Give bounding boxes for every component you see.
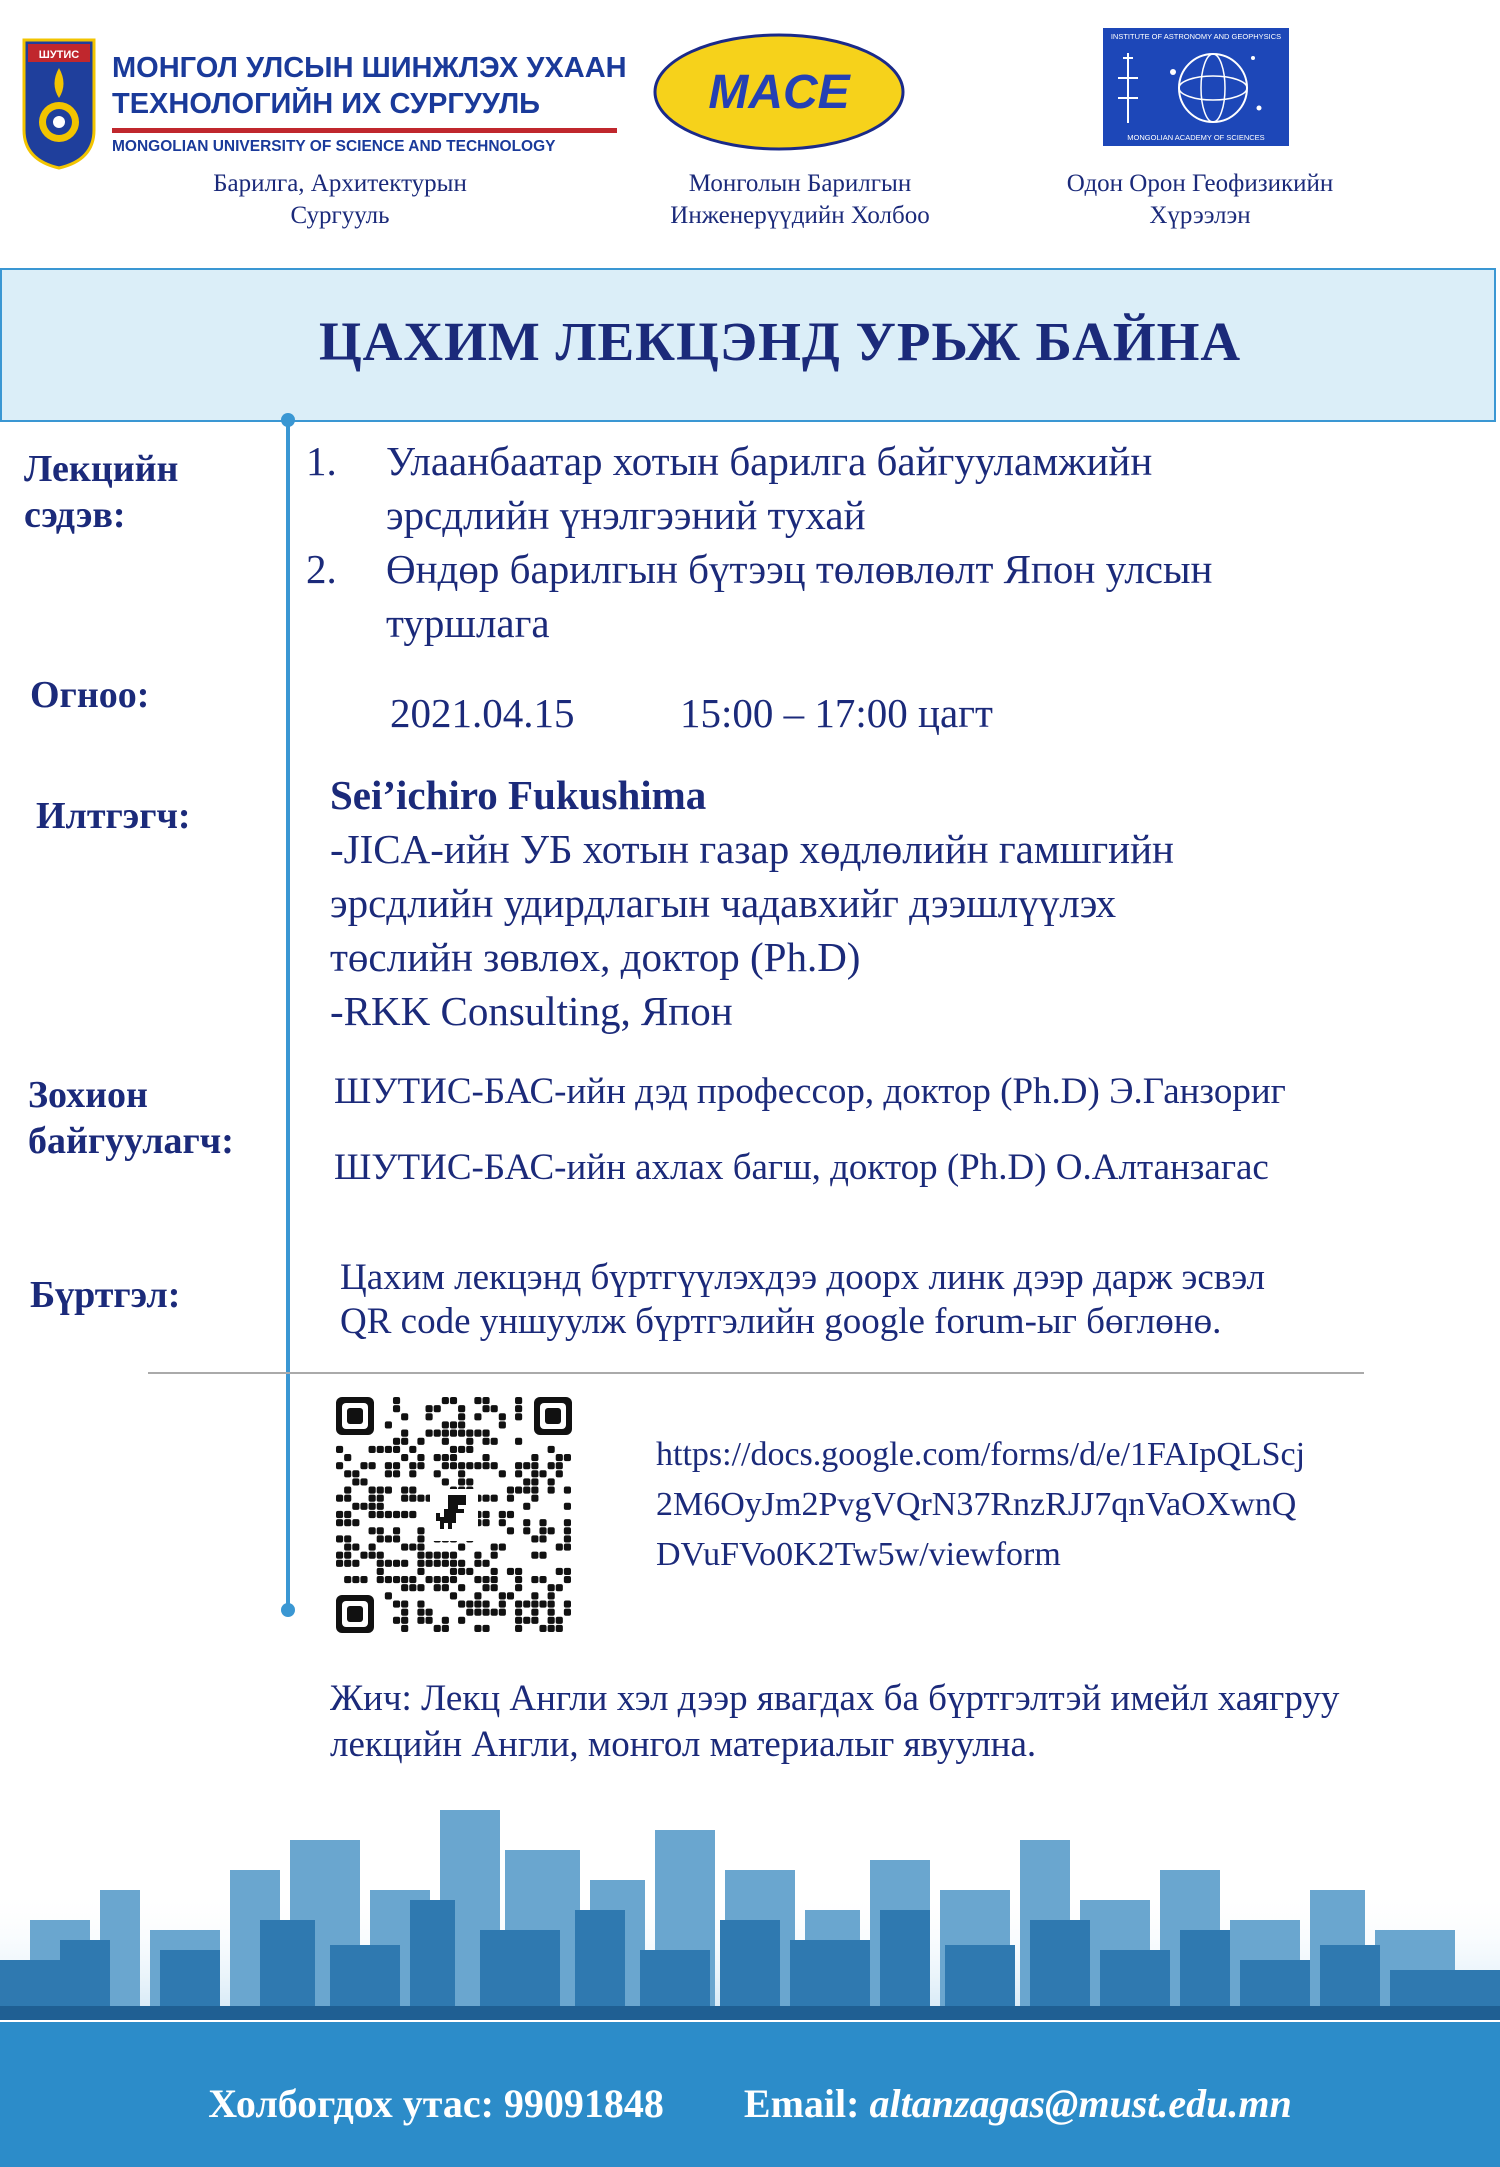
topic-item	[306, 542, 1212, 650]
topic-item	[306, 434, 1212, 542]
topic-line: эрсдлийн үнэлгээний тухай	[386, 492, 866, 538]
speaker-line: -JICA-ийн УБ хотын газар хөдлөлийн гамшгийн	[330, 826, 1175, 872]
label-organizer-line2: байгуулагч:	[28, 1120, 234, 1162]
speaker-line: эрсдлийн удирдлагын чадавхийг дээшлүүлэх	[330, 880, 1117, 926]
speaker-line: -RKK Consulting, Япон	[330, 988, 733, 1034]
must-divider	[112, 128, 617, 133]
label-topic-line1: Лекцийн	[24, 448, 179, 490]
must-name-en: MONGOLIAN UNIVERSITY OF SCIENCE AND TECHNOLOGY	[112, 138, 556, 155]
label-topic	[24, 446, 178, 538]
iag-caption-line1: Одон Орон Геофизикийн	[1066, 170, 1334, 197]
label-topic-line2: сэдэв:	[24, 494, 126, 536]
footer-email-link[interactable]: altanzagas@must.edu.mn	[869, 2081, 1292, 2126]
iag-caption	[1020, 168, 1380, 232]
topic-list	[306, 434, 1212, 650]
must-name	[112, 50, 627, 122]
mace-logo-text: MACE	[708, 66, 850, 119]
iag-logo	[1103, 28, 1289, 146]
footer-email-label: Email:	[743, 2081, 860, 2126]
registration-line: Цахим лекцэнд бүртгүүлэхдээ доорх линк дээр дарж эсвэл	[340, 1257, 1265, 1298]
url-line: DVuFVo0K2Tw5w/viewform	[656, 1536, 1061, 1573]
mace-logo	[652, 32, 906, 152]
must-logo	[22, 38, 96, 170]
timeline-line	[286, 420, 290, 1610]
label-organizer	[28, 1072, 234, 1164]
footer-contact	[0, 2080, 1500, 2127]
note-line: Жич: Лекц Англи хэл дээр явагдах ба бүртгэлтэй имейл хаягруу	[330, 1678, 1340, 1719]
speaker-name: Sei’ichiro Fukushima	[330, 772, 707, 818]
mace-caption	[620, 168, 980, 232]
iag-caption-line2: Хүрээлэн	[1149, 202, 1251, 229]
url-line: https://docs.google.com/forms/d/e/1FAIpQLScj	[656, 1436, 1306, 1473]
iag-logo-bottom: MONGOLIAN ACADEMY OF SCIENCES	[1127, 133, 1265, 142]
must-caption	[140, 168, 540, 232]
must-caption-line1: Барилга, Архитектурын	[213, 170, 467, 197]
registration-link[interactable]	[656, 1430, 1305, 1580]
label-speaker: Илтгэгч:	[36, 795, 191, 837]
event-date: 2021.04.15	[390, 690, 575, 736]
organizer-1: ШУТИС-БАС-ийн дэд профессор, доктор (Ph.D) Э.Ганзориг	[334, 1071, 1286, 1112]
header	[0, 0, 1500, 260]
topic-line: Улаанбаатар хотын барилга байгууламжийн	[386, 438, 1153, 484]
must-caption-line2: Сургууль	[290, 202, 390, 229]
page-title: ЦАХИМ ЛЕКЦЭНД УРЬЖ БАЙНА	[318, 311, 1242, 372]
registration-text	[340, 1256, 1265, 1344]
label-date: Огноо:	[30, 674, 150, 716]
note	[330, 1676, 1339, 1768]
note-line: лекцийн Англи, монгол материалыг явуулна.	[330, 1724, 1037, 1765]
label-organizer-line1: Зохион	[28, 1074, 148, 1116]
section-divider	[148, 1372, 1364, 1374]
qr-code[interactable]	[336, 1397, 572, 1633]
footer-phone: Холбогдох утас: 99091848	[208, 2081, 664, 2126]
topic-number: 2.	[306, 546, 337, 592]
must-badge-text: ШУТИС	[38, 49, 80, 61]
speaker-block	[330, 768, 1174, 1038]
label-registration: Бүртгэл:	[30, 1274, 181, 1316]
registration-line: QR code уншуулж бүртгэлийн google forum-ыг бөглөнө.	[340, 1301, 1222, 1342]
speaker-line: төслийн зөвлөх, доктор (Ph.D)	[330, 934, 861, 980]
iag-logo-top: INSTITUTE OF ASTRONOMY AND GEOPHYSICS	[1110, 32, 1282, 41]
url-line: 2M6OyJm2PvgVQrN37RnzRJJ7qnVaOXwnQ	[656, 1486, 1297, 1523]
topic-text	[366, 542, 1212, 650]
must-name-line2: ТЕХНОЛОГИЙН ИХ СУРГУУЛЬ	[112, 88, 541, 120]
topic-number: 1.	[306, 438, 337, 484]
must-name-line1: МОНГОЛ УЛСЫН ШИНЖЛЭХ УХААН	[112, 52, 627, 84]
timeline-dot-bottom	[281, 1603, 295, 1617]
timeline-dot-top	[281, 413, 295, 427]
mace-caption-line1: Монголын Барилгын	[688, 170, 912, 197]
topic-text	[366, 434, 1152, 542]
topic-line: туршлага	[386, 600, 550, 646]
event-time: 15:00 – 17:00 цагт	[680, 690, 993, 736]
city-skyline-illustration	[0, 1770, 1500, 2020]
organizer-2: ШУТИС-БАС-ийн ахлах багш, доктор (Ph.D) О.Алтанзагас	[334, 1147, 1269, 1188]
mace-caption-line2: Инженерүүдийн Холбоо	[670, 202, 930, 229]
topic-line: Өндөр барилгын бүтээц төлөвлөлт Япон улсын	[386, 546, 1213, 592]
